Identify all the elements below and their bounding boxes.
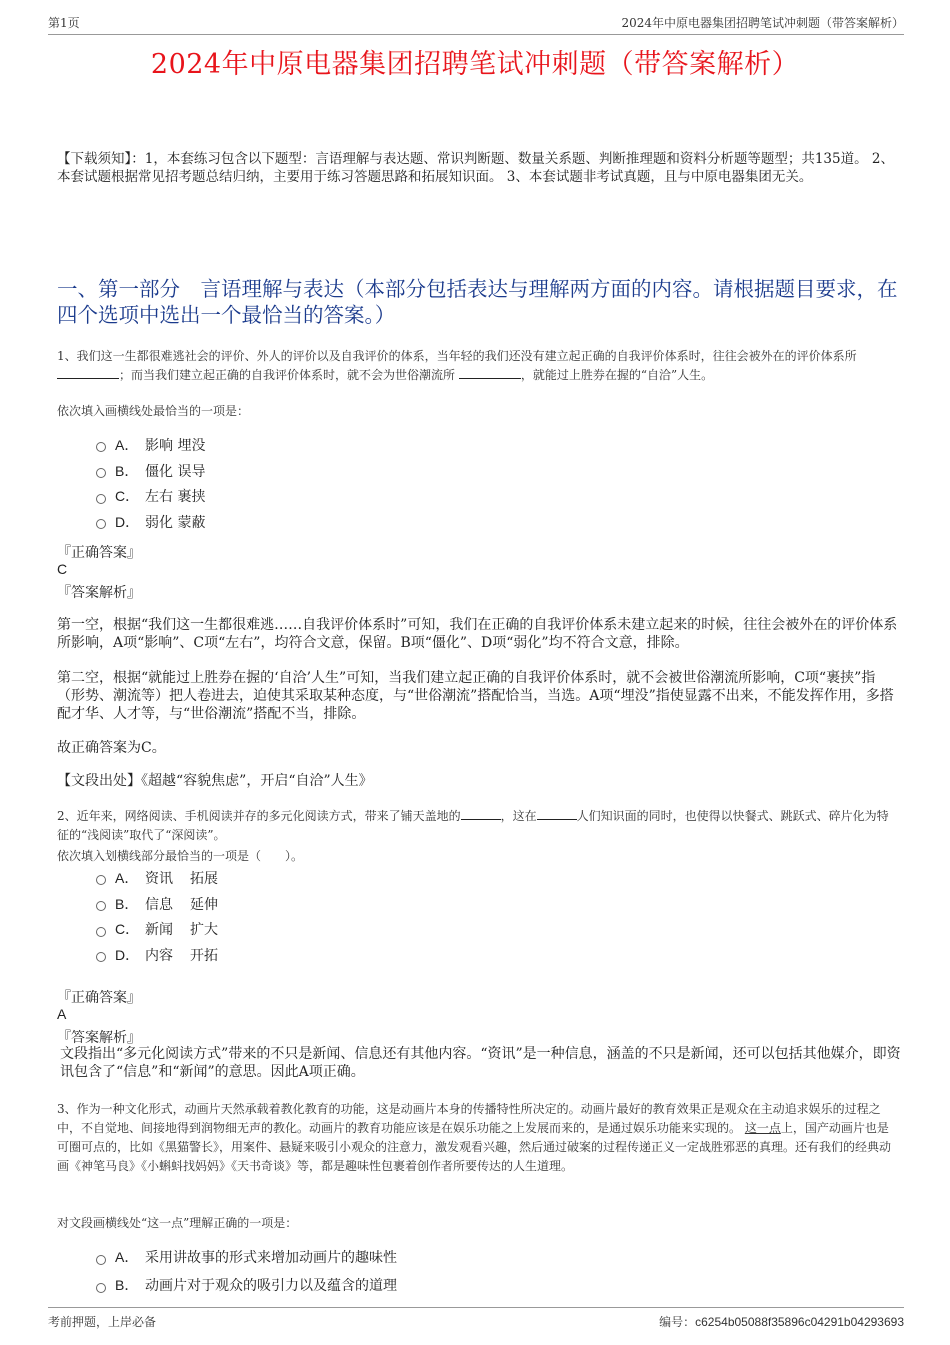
question-3-options xyxy=(96,1240,397,1296)
radio-button[interactable] xyxy=(96,468,106,478)
analysis-paragraph: 文段指出“多元化阅读方式”带来的不只是新闻、信息还有其他内容。“资讯”是一种信息，涵盖的不只是新闻，还可以包括其他媒介，即资讯包含了“信息”和“新闻”的意思。因此A项正确。 xyxy=(60,1046,901,1080)
page-header xyxy=(48,14,904,35)
radio-button[interactable] xyxy=(96,875,106,885)
option-a[interactable]: A． 资讯 拓展 xyxy=(96,865,218,891)
radio-button[interactable] xyxy=(96,901,106,911)
analysis-paragraph: 第二空，根据“就能过上胜券在握的‘自洽’人生”可知，当我们建立起正确的自我评价体系时，就不会被世俗潮流所影响，C项“裹挟”指（形势、潮流等）把人卷进去，迫使其采取某种态度，与“世俗潮流”搭配恰当，当选。A项“埋没”指使显露不出来，不能发挥作用，多搭配才华、人才等，与“世俗潮流”搭配不当，排除。 xyxy=(57,670,894,722)
text-source: 【文段出处】《超越“容貌焦虑”，开启“自洽”人生》 xyxy=(57,773,373,789)
option-a[interactable]: A． 影响 埋没 xyxy=(96,432,205,458)
header-doc-name: 2024年中原电器集团招聘笔试冲刺题（带答案解析） xyxy=(621,16,904,30)
download-notice: 【下载须知】：1，本套练习包含以下题型：言语理解与表达题、常识判断题、数量关系题、判断推理题和资料分析题等题型；共135道。 2、本套试题根据常见招考题总结归纳，主要用于练习答题思路和拓展知识面。 3、本套试题非考试真题，且与中原电器集团无关。 xyxy=(57,151,894,185)
option-a[interactable]: A． 采用讲故事的形式来增加动画片的趣味性 xyxy=(96,1240,397,1274)
radio-button[interactable] xyxy=(96,1255,106,1265)
question-3-hint: 对文段画横线处“这一点”理解正确的一项是： xyxy=(57,1216,298,1230)
radio-button[interactable] xyxy=(96,952,106,962)
page-footer xyxy=(48,1307,904,1330)
correct-answer: A xyxy=(57,1006,67,1022)
correct-answer-label: 『正确答案』 xyxy=(57,990,141,1006)
question-3-text: 3、作为一种文化形式，动画片天然承载着教化教育的功能，这是动画片本身的传播特性所决定的。动画片最好的教育效果正是观众在主动追求娱乐的过程之中，不自觉地、间接地得到润物细无声的教化。动画片的教育功能应该是在娱乐功能之上发展而来的，是通过娱乐功能来实现的。 这一点上，国产动画片也是可圈可点的，比如《黑猫警长》，用案件、悬疑来吸引小观众的注意力，激发观看兴趣，然后通过破案的过程传递正义一定战胜邪恶的真理。还有我们的经典动画《神笔马良》《小蝌蚪找妈妈》《天书奇谈》等，都是趣味性包裹着创作者所要传达的人生道理。 xyxy=(57,1102,892,1173)
option-d[interactable]: D． 弱化 蒙蔽 xyxy=(96,509,205,535)
radio-button[interactable] xyxy=(96,927,106,937)
option-c[interactable]: C． 左右 裹挟 xyxy=(96,483,205,509)
option-b[interactable]: B． 动画片对于观众的吸引力以及蕴含的道理 xyxy=(96,1274,397,1296)
page-number: 第1页 xyxy=(48,16,80,30)
blank xyxy=(459,368,521,379)
option-d[interactable]: D． 内容 开拓 xyxy=(96,942,218,968)
question-2-options xyxy=(96,865,218,968)
analysis-paragraph: 第一空，根据“我们这一生都很难逃……自我评价体系时”可知，我们在正确的自我评价体系未建立起来的时候，往往会被外在的评价体系所影响，A项“影响”、C项“左右”，均符合文意，保留。B项“僵化”、D项“弱化”均不符合文意，排除。 xyxy=(57,617,898,651)
option-b[interactable]: B． 信息 延伸 xyxy=(96,891,218,917)
correct-answer-label: 『正确答案』 xyxy=(57,545,141,561)
radio-button[interactable] xyxy=(96,494,106,504)
question-1-hint: 依次填入画横线处最恰当的一项是： xyxy=(57,404,250,418)
correct-answer: C xyxy=(57,561,68,577)
question-2-text: 2、近年来，网络阅读、手机阅读并存的多元化阅读方式，带来了铺天盖地的 ，这在 人们知识面的同时，也使得以快餐式、跳跃式、碎片化为特征的“浅阅读”取代了“深阅读”。 xyxy=(57,809,889,842)
question-2-hint: 依次填入划横线部分最恰当的一项是（ ）。 xyxy=(57,849,304,863)
blank xyxy=(461,809,501,820)
question-1-options xyxy=(96,432,205,535)
document-code: 编号：c6254b05088f35896c04291b04293693 xyxy=(659,1315,904,1329)
section-title: 一、第一部分 言语理解与表达（本部分包括表达与理解两方面的内容。请根据题目要求，在四个选项中选出一个最恰当的答案。） xyxy=(57,277,898,327)
radio-button[interactable] xyxy=(96,519,106,529)
analysis-label: 『答案解析』 xyxy=(57,585,141,601)
underlined-phrase: 这一点 xyxy=(744,1121,781,1135)
option-c[interactable]: C． 新闻 扩大 xyxy=(96,916,218,942)
blank xyxy=(57,368,119,379)
blank xyxy=(537,809,577,820)
footer-slogan: 考前押题，上岸必备 xyxy=(48,1315,157,1329)
radio-button[interactable] xyxy=(96,1283,106,1293)
option-b[interactable]: B． 僵化 误导 xyxy=(96,458,205,484)
question-1-text: 1、我们这一生都很难逃社会的评价、外人的评价以及自我评价的体系，当年轻的我们还没有建立起正确的自我评价体系时，往往会被外在的评价体系所 ；而当我们建立起正确的自我评价体系时，就不会为世俗潮流所 ，就能过上胜券在握的“自洽”人生。 xyxy=(57,349,857,382)
analysis-label: 『答案解析』 xyxy=(57,1030,141,1046)
analysis-conclusion: 故正确答案为C。 xyxy=(57,740,166,756)
document-title: 2024年中原电器集团招聘笔试冲刺题（带答案解析） xyxy=(150,49,800,80)
radio-button[interactable] xyxy=(96,442,106,452)
